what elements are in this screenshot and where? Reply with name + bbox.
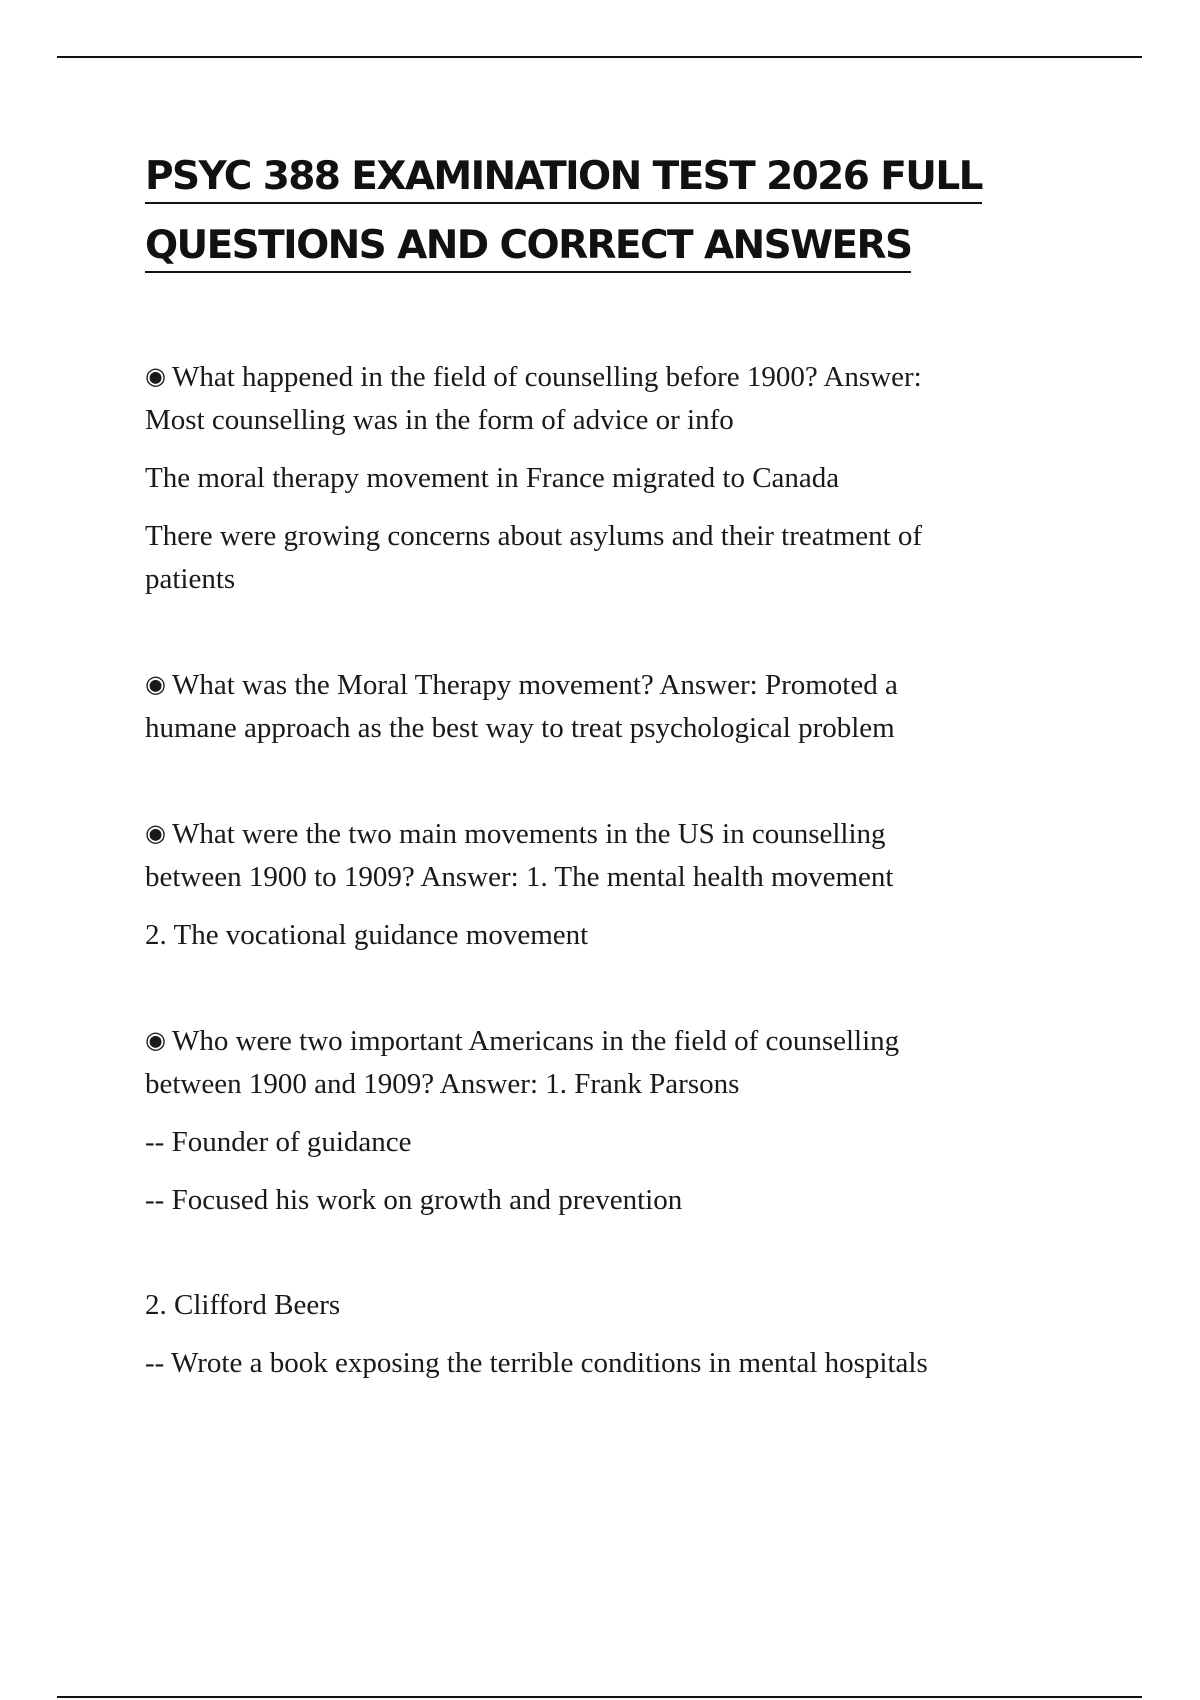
answer-line: patients xyxy=(145,563,236,595)
radio-bullet-icon: ◉ xyxy=(145,819,166,847)
answer-line: 2. The vocational guidance movement xyxy=(145,919,589,951)
question-line: Most counselling was in the form of advice or info xyxy=(145,404,734,436)
qa-item xyxy=(145,812,1045,957)
top-rule xyxy=(57,56,1142,58)
question xyxy=(145,1019,1045,1106)
bottom-rule xyxy=(57,1696,1142,1698)
answer-line: 2. Clifford Beers xyxy=(145,1289,341,1321)
question-line: humane approach as the best way to treat psychological problem xyxy=(145,712,895,744)
question-line: What were the two main movements in the US in counselling xyxy=(171,818,886,850)
answer-line: The moral therapy movement in France migrated to Canada xyxy=(145,462,840,494)
radio-bullet-icon: ◉ xyxy=(145,362,166,390)
question-line: What happened in the field of counselling before 1900? Answer: xyxy=(171,361,922,393)
radio-bullet-icon: ◉ xyxy=(145,670,166,698)
page-title xyxy=(145,142,1045,280)
question-line: between 1900 to 1909? Answer: 1. The mental health movement xyxy=(145,861,894,893)
qa-continuation xyxy=(145,1284,1045,1385)
question-line: What was the Moral Therapy movement? Answer: Promoted a xyxy=(171,669,898,701)
answer-line: -- Wrote a book exposing the terrible conditions in mental hospitals xyxy=(145,1347,928,1379)
question xyxy=(145,355,1045,442)
question xyxy=(145,812,1045,899)
radio-bullet-icon: ◉ xyxy=(145,1026,166,1054)
answer-line: -- Founder of guidance xyxy=(145,1126,412,1158)
qa-item xyxy=(145,1019,1045,1222)
question xyxy=(145,663,1045,750)
question-line: between 1900 and 1909? Answer: 1. Frank Parsons xyxy=(145,1068,740,1100)
qa-item xyxy=(145,663,1045,750)
qa-item xyxy=(145,355,1045,601)
document-body xyxy=(145,355,1045,1447)
question-line: Who were two important Americans in the field of counselling xyxy=(171,1025,900,1057)
answer-line: There were growing concerns about asylums and their treatment of xyxy=(145,520,923,552)
answer-line: -- Focused his work on growth and prevention xyxy=(145,1184,683,1216)
title-line-2: QUESTIONS AND CORRECT ANSWERS xyxy=(145,221,911,273)
title-line-1: PSYC 388 EXAMINATION TEST 2026 FULL xyxy=(145,152,982,204)
